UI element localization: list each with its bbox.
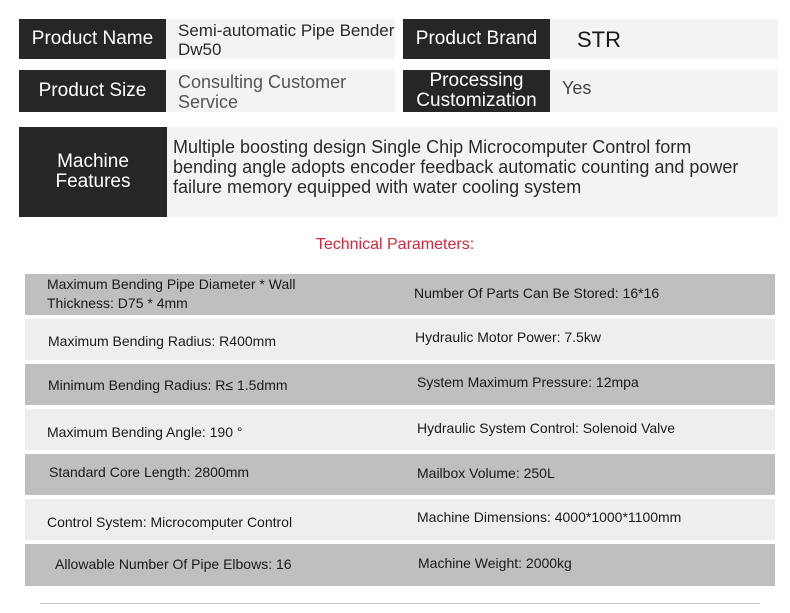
table-row [25, 319, 775, 360]
processing-customization-label: Processing Customization [403, 70, 550, 112]
product-name-value: Semi-automatic Pipe Bender Dw50 [166, 19, 395, 59]
table-row [25, 364, 775, 405]
product-brand-value: STR [550, 19, 778, 59]
product-name-label: Product Name [19, 19, 166, 59]
divider [40, 603, 760, 604]
param-left: Allowable Number Of Pipe Elbows: 16 [55, 556, 292, 572]
param-left: Maximum Bending Angle: 190 ° [47, 424, 243, 440]
table-row [25, 274, 775, 315]
table-row [25, 409, 775, 450]
param-left: Minimum Bending Radius: R≤ 1.5dmm [48, 377, 288, 393]
machine-features-label: Machine Features [19, 127, 167, 217]
param-right: Machine Weight: 2000kg [418, 555, 572, 571]
param-left: Control System: Microcomputer Control [47, 514, 293, 530]
param-left: Maximum Bending Pipe Diameter * Wall Thickness: D75 * 4mm [47, 276, 296, 311]
param-right: Hydraulic System Control: Solenoid Valve [417, 420, 676, 436]
param-right: Number Of Parts Can Be Stored: 16*16 [414, 285, 660, 301]
param-left: Maximum Bending Radius: R400mm [48, 333, 276, 349]
technical-parameters-title: Technical Parameters: [315, 236, 475, 253]
processing-customization-value: Yes [550, 70, 778, 112]
product-size-label: Product Size [19, 70, 166, 112]
product-brand-label: Product Brand [403, 19, 550, 59]
param-right: System Maximum Pressure: 12mpa [417, 374, 639, 390]
param-left: Standard Core Length: 2800mm [49, 464, 250, 480]
param-right: Hydraulic Motor Power: 7.5kw [415, 329, 601, 345]
param-right: Mailbox Volume: 250L [417, 465, 555, 481]
table-row [25, 544, 775, 586]
table-row [25, 454, 775, 495]
param-right: Machine Dimensions: 4000*1000*1100mm [417, 509, 682, 525]
product-size-value: Consulting Customer Service [166, 70, 395, 112]
table-row [25, 499, 775, 540]
machine-features-value: Multiple boosting design Single Chip Microcomputer Control form bending angle adopts encoder feedback automatic counting and power failure memory equipped with water cooling system [167, 127, 778, 217]
